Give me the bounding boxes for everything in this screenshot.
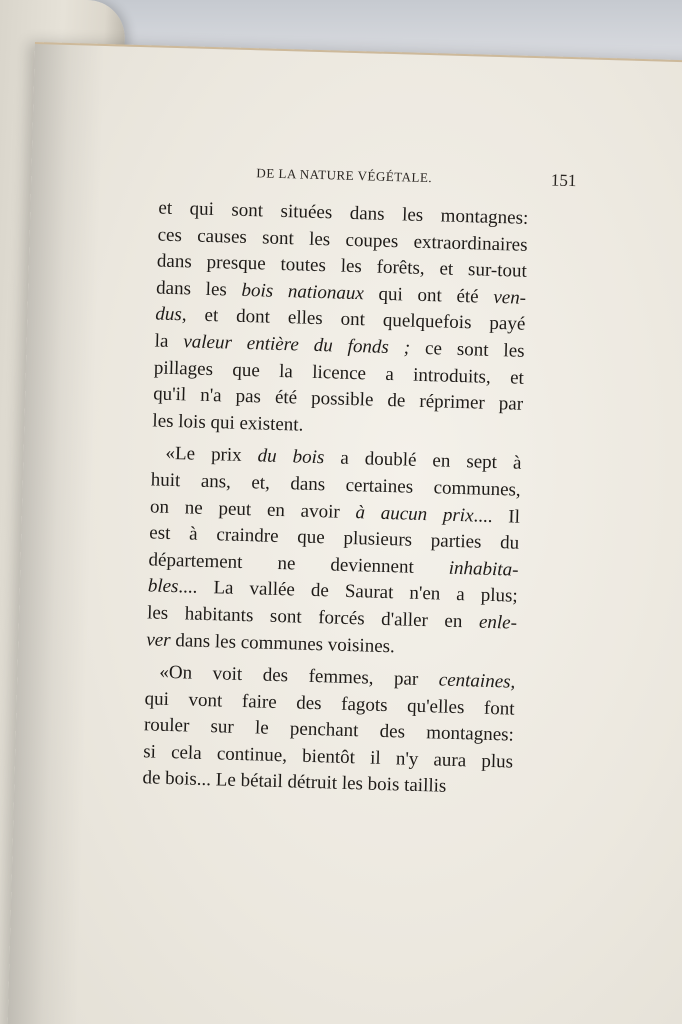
text-run: pillages que la licence a introduits, et bbox=[153, 357, 525, 389]
text-run: on ne peut en avoir bbox=[149, 495, 356, 523]
text-run: la bbox=[154, 330, 184, 353]
paragraph bbox=[142, 659, 516, 802]
book-page bbox=[6, 42, 682, 1024]
italic-run: enle- bbox=[478, 611, 518, 634]
paragraph bbox=[152, 196, 529, 446]
italic-run: ven- bbox=[493, 286, 527, 309]
text-run: dans les communes voisines. bbox=[170, 629, 396, 657]
italic-run: centaines, bbox=[438, 669, 516, 693]
text-run: «Le prix bbox=[165, 443, 258, 467]
text-run: ces causes sont les coupes extraordinaires bbox=[157, 224, 528, 256]
text-run: qu'il n'a pas été possible de réprimer par bbox=[152, 383, 524, 415]
text-run: huit ans, et, dans certaines communes, bbox=[150, 469, 521, 501]
text-run: a doublé en sept à bbox=[324, 447, 522, 475]
paragraph bbox=[146, 441, 522, 664]
italic-run: bois nationaux bbox=[241, 279, 365, 305]
italic-run: bles bbox=[147, 575, 179, 598]
running-head: DE LA NATURE VÉGÉTALE. bbox=[256, 165, 433, 186]
page-number: 151 bbox=[550, 170, 577, 191]
text-run: rouler sur le penchant des montagnes: bbox=[143, 714, 515, 746]
page-header bbox=[256, 164, 576, 191]
text-run: .... La vallée de Saurat n'en a plus; bbox=[178, 576, 518, 608]
text-run: qui vont faire des fagots qu'elles font bbox=[144, 688, 515, 720]
body-text bbox=[142, 196, 529, 803]
text-run: qui ont été bbox=[363, 283, 494, 308]
text-run: et qui sont situées dans les montagnes: bbox=[158, 197, 529, 229]
text-run: , et dont elles ont quelquefois payé bbox=[181, 304, 526, 336]
text-run: les habitants sont forcés d'aller en bbox=[146, 602, 480, 633]
text-run: les lois qui existent. bbox=[152, 410, 304, 436]
text-run: est à craindre que plusieurs parties du bbox=[149, 522, 520, 554]
italic-run: à aucun prix bbox=[355, 501, 474, 526]
italic-run: valeur entière du fonds ; bbox=[183, 331, 411, 359]
italic-run: inhabita- bbox=[448, 557, 519, 581]
text-run: ce sont les bbox=[409, 337, 525, 362]
text-run: si cela continue, bientôt il n'y aura plus bbox=[142, 741, 514, 773]
text-run: département ne deviennent bbox=[148, 549, 450, 579]
text-run: de bois... Le bétail détruit les bois taillis bbox=[142, 767, 447, 798]
text-run: .... Il bbox=[473, 504, 521, 528]
italic-run: dus bbox=[155, 303, 183, 326]
text-run: dans les bbox=[155, 277, 242, 301]
italic-run: du bois bbox=[257, 445, 325, 469]
text-run: dans presque toutes les forêts, et sur-tout bbox=[156, 250, 528, 283]
italic-run: ver bbox=[146, 628, 171, 651]
text-run: «On voit des femmes, par bbox=[159, 661, 440, 691]
